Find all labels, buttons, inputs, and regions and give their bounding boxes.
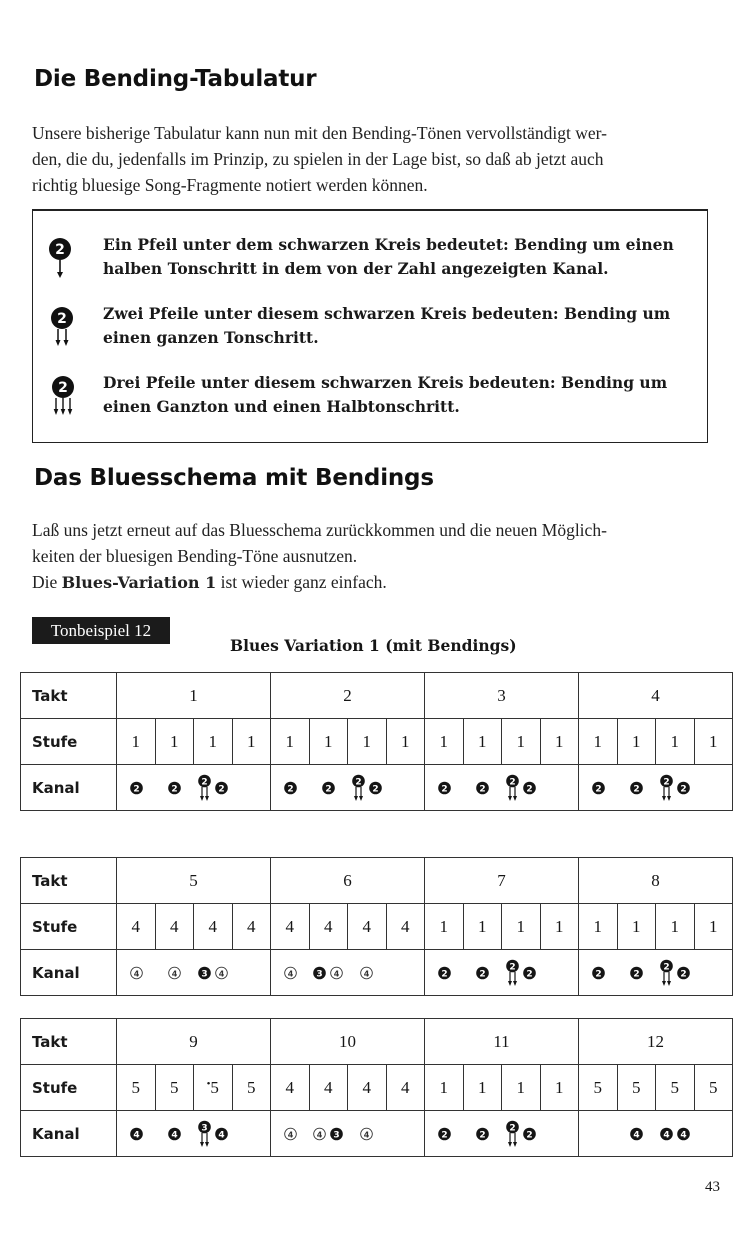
bend-step-and-half-icon: [49, 375, 77, 419]
legend-number: 2: [57, 311, 67, 327]
hole-number: 3: [333, 1130, 340, 1141]
channel-cell: [425, 765, 464, 811]
hole-number: 2: [663, 777, 670, 787]
channel-cell: [694, 765, 733, 811]
channel-cell: [155, 1111, 194, 1157]
hole-number: 3: [316, 969, 323, 980]
measure-number: 8: [579, 858, 733, 904]
channel-cell: [348, 950, 387, 996]
legend-line: einen ganzen Tonschritt.: [103, 328, 319, 347]
hole-filled-circle-icon: [629, 780, 644, 796]
channel-cell: [309, 765, 348, 811]
hole-open-circle-icon: [283, 965, 298, 981]
hole-number: 2: [633, 784, 640, 795]
hole-number: 2: [594, 784, 602, 795]
hole-filled-circle-icon: [591, 780, 606, 796]
degree-cell: •5: [194, 1065, 233, 1111]
section2-line: Laß uns jetzt erneut auf das Bluesschema zurückkommen und die neuen Möglich-: [32, 520, 607, 540]
channel-cell: [502, 950, 541, 996]
degree-cell: 4: [386, 904, 425, 950]
row-label: Stufe: [21, 719, 117, 765]
hole-filled-circle-icon: [368, 780, 383, 796]
measure-number: 11: [425, 1019, 579, 1065]
section2-paragraph: [32, 517, 742, 596]
channel-cell: [232, 1111, 271, 1157]
degree-cell: 5: [656, 1065, 695, 1111]
takt-row: [21, 1019, 733, 1065]
channel-cell: [271, 765, 310, 811]
hole-number: 2: [663, 962, 670, 972]
measure-number: 3: [425, 673, 579, 719]
degree-cell: 4: [348, 1065, 387, 1111]
section2-line-variation: [32, 569, 742, 596]
variation-name: Blues-Variation 1: [61, 573, 217, 592]
hole-filled-circle-icon: [522, 965, 537, 981]
degree-cell: 5: [694, 1065, 733, 1111]
tab-table: [20, 857, 733, 996]
channel-cell: [656, 765, 695, 811]
channel-cell: [540, 950, 579, 996]
degree-cell: 1: [463, 719, 502, 765]
hole-bend-icon: [659, 958, 674, 988]
hole-open-circle-icon: [129, 965, 144, 981]
degree-cell: 4: [348, 904, 387, 950]
hole-number: 2: [509, 777, 516, 787]
measure-number: 10: [271, 1019, 425, 1065]
bend-half-step-icon: [47, 237, 73, 281]
channel-cell: [425, 950, 464, 996]
hole-number: 2: [479, 784, 486, 795]
channel-cell: [271, 1111, 310, 1157]
hole-number: 4: [218, 1130, 225, 1140]
hole-number: 2: [132, 784, 140, 795]
hole-filled-circle-icon: [321, 780, 336, 796]
legend-text: [103, 302, 703, 350]
degree-cell: 1: [579, 904, 618, 950]
degree-cell: 1: [656, 904, 695, 950]
degree-cell: 1: [463, 904, 502, 950]
channel-cell: [155, 765, 194, 811]
takt-row: [21, 858, 733, 904]
degree-cell: 5: [579, 1065, 618, 1111]
hole-number: 2: [509, 962, 516, 972]
accent-dot: •: [206, 1077, 211, 1090]
degree-cell: 1: [694, 904, 733, 950]
degree-cell: 4: [117, 904, 156, 950]
hole-filled-circle-icon: [167, 1126, 182, 1142]
hole-number: 4: [171, 1130, 178, 1141]
degree-cell: 5: [232, 1065, 271, 1111]
measure-number: 1: [117, 673, 271, 719]
hole-number: 3: [201, 1123, 208, 1133]
hole-number: 3: [201, 969, 208, 980]
hole-number: 2: [680, 784, 687, 794]
hole-filled-circle-icon: [167, 780, 182, 796]
hole-filled-circle-icon: [214, 1126, 229, 1142]
intro-line: Unsere bisherige Tabulatur kann nun mit den Bending-Tönen vervollständigt wer-: [32, 123, 607, 143]
hole-open-circle-icon: [359, 1126, 374, 1142]
degree-cell: 1: [617, 904, 656, 950]
channel-cell: [656, 1111, 695, 1157]
measure-number: 6: [271, 858, 425, 904]
legend-number: 2: [55, 242, 65, 258]
hole-bend-icon: [505, 958, 520, 988]
table-caption: Blues Variation 1 (mit Bendings): [230, 636, 517, 655]
hole-number: 2: [526, 969, 533, 979]
kanal-row: [21, 765, 733, 811]
hole-filled-circle-icon: [214, 780, 229, 796]
page-number: 43: [705, 1179, 720, 1195]
hole-filled-circle-icon: [676, 965, 691, 981]
degree-cell: 1: [502, 1065, 541, 1111]
channel-cell: [502, 1111, 541, 1157]
degree-cell: 1: [540, 904, 579, 950]
intro-line: den, die du, jedenfalls im Prinzip, zu spielen in der Lage bist, so daß ab jetzt auch: [32, 149, 604, 169]
channel-cell: [386, 950, 425, 996]
intro-paragraph: [32, 120, 732, 198]
hole-number: 4: [287, 1130, 293, 1140]
hole-filled-circle-icon: [659, 1126, 674, 1142]
hole-number: 2: [594, 969, 602, 980]
hole-number: 2: [171, 784, 178, 795]
hole-filled-circle-icon: [437, 780, 452, 796]
hole-number: 2: [526, 1130, 533, 1140]
row-label: Takt: [21, 1019, 117, 1065]
hole-number: 2: [440, 784, 448, 795]
measure-number: 12: [579, 1019, 733, 1065]
degree-cell: 1: [502, 719, 541, 765]
measure-number: 4: [579, 673, 733, 719]
kanal-row: [21, 950, 733, 996]
channel-cell: [617, 950, 656, 996]
channel-cell: [579, 950, 618, 996]
degree-cell: 1: [694, 719, 733, 765]
row-label: Stufe: [21, 904, 117, 950]
channel-cell: [309, 950, 348, 996]
hole-number: 2: [325, 784, 332, 795]
degree-cell: 1: [386, 719, 425, 765]
hole-filled-circle-icon: [629, 1126, 644, 1142]
hole-number: 2: [201, 777, 208, 787]
hole-number: 2: [286, 784, 294, 795]
stufe-row: [21, 1065, 733, 1111]
channel-cell: [232, 950, 271, 996]
channel-cell: [194, 765, 233, 811]
measure-number: 7: [425, 858, 579, 904]
degree-cell: 5: [155, 1065, 194, 1111]
degree-cell: 1: [656, 719, 695, 765]
degree-cell: 1: [425, 904, 464, 950]
legend-line: Drei Pfeile unter diesem schwarzen Kreis bedeuten: Bending um: [103, 373, 668, 392]
degree-cell: 4: [271, 904, 310, 950]
hole-number: 2: [526, 784, 533, 794]
legend-line: einen Ganzton und einen Halbtonschritt.: [103, 397, 460, 416]
hole-bend-icon: [659, 773, 674, 803]
hole-bend-icon: [505, 1119, 520, 1149]
hole-number: 2: [509, 1123, 516, 1133]
degree-cell: 5: [617, 1065, 656, 1111]
hole-bend-icon: [197, 1119, 212, 1149]
hole-number: 2: [680, 969, 687, 979]
measure-number: 5: [117, 858, 271, 904]
degree-cell: 1: [117, 719, 156, 765]
hole-filled-circle-icon: [129, 1126, 144, 1142]
channel-cell: [117, 1111, 156, 1157]
channel-cell: [232, 765, 271, 811]
degree-cell: 1: [617, 719, 656, 765]
channel-cell: [617, 765, 656, 811]
hole-filled-circle-icon: [437, 965, 452, 981]
legend-row-one-arrow: [33, 233, 709, 291]
hole-bend-icon: [351, 773, 366, 803]
hole-filled-circle-icon: [312, 965, 327, 981]
hole-number: 4: [133, 969, 139, 979]
degree-cell: 4: [271, 1065, 310, 1111]
channel-cell: [502, 765, 541, 811]
hole-open-circle-icon: [283, 1126, 298, 1142]
legend-line: halben Tonschritt in dem von der Zahl angezeigten Kanal.: [103, 259, 609, 278]
hole-filled-circle-icon: [676, 780, 691, 796]
degree-cell: 4: [386, 1065, 425, 1111]
stufe-row: [21, 904, 733, 950]
degree-cell: 1: [155, 719, 194, 765]
channel-cell: [579, 1111, 618, 1157]
hole-filled-circle-icon: [522, 1126, 537, 1142]
row-label: Kanal: [21, 1111, 117, 1157]
channel-cell: [540, 765, 579, 811]
channel-cell: [463, 950, 502, 996]
degree-cell: 1: [194, 719, 233, 765]
degree-cell: 1: [348, 719, 387, 765]
hole-number: 2: [355, 777, 362, 787]
legend-line: Zwei Pfeile unter diesem schwarzen Kreis bedeuten: Bending um: [103, 304, 671, 323]
hole-number: 4: [171, 969, 178, 979]
hole-filled-circle-icon: [676, 1126, 691, 1142]
hole-filled-circle-icon: [329, 1126, 344, 1142]
hole-number: 2: [479, 969, 486, 980]
channel-cell: [540, 1111, 579, 1157]
degree-cell: 1: [540, 1065, 579, 1111]
channel-cell: [348, 1111, 387, 1157]
legend-line: Ein Pfeil unter dem schwarzen Kreis bedeutet: Bending um einen: [103, 235, 674, 254]
channel-cell: [463, 765, 502, 811]
row-label: Stufe: [21, 1065, 117, 1111]
hole-number: 2: [440, 969, 448, 980]
channel-cell: [117, 950, 156, 996]
hole-filled-circle-icon: [522, 780, 537, 796]
hole-number: 4: [363, 969, 370, 979]
degree-cell: 4: [194, 904, 233, 950]
legend-number: 2: [58, 380, 68, 396]
hole-number: 4: [316, 1130, 323, 1140]
legend-text: [103, 233, 703, 281]
hole-number: 2: [633, 969, 640, 980]
degree-cell: 1: [579, 719, 618, 765]
channel-cell: [617, 1111, 656, 1157]
channel-cell: [694, 1111, 733, 1157]
hole-filled-circle-icon: [475, 780, 490, 796]
row-label: Takt: [21, 673, 117, 719]
degree-cell: 4: [309, 1065, 348, 1111]
hole-number: 4: [287, 969, 293, 979]
hole-filled-circle-icon: [129, 780, 144, 796]
degree-cell: 1: [425, 1065, 464, 1111]
hole-number: 2: [372, 784, 379, 794]
degree-cell: 1: [271, 719, 310, 765]
tab-table: [20, 672, 733, 811]
hole-number: 2: [440, 1130, 448, 1141]
tab-table: [20, 1018, 733, 1157]
hole-filled-circle-icon: [475, 965, 490, 981]
hole-bend-icon: [197, 773, 212, 803]
hole-open-circle-icon: [167, 965, 182, 981]
channel-cell: [271, 950, 310, 996]
channel-cell: [194, 950, 233, 996]
tonbeispiel-badge: Tonbeispiel 12: [32, 617, 170, 644]
text-post: ist wieder ganz einfach.: [216, 572, 387, 592]
degree-cell: 4: [232, 904, 271, 950]
hole-open-circle-icon: [329, 965, 344, 981]
text-pre: Die: [32, 572, 62, 592]
channel-cell: [117, 765, 156, 811]
channel-cell: [579, 765, 618, 811]
row-label: Takt: [21, 858, 117, 904]
measure-number: 9: [117, 1019, 271, 1065]
legend-box: [32, 209, 708, 443]
section-heading-bending-tab: Die Bending-Tabulatur: [34, 66, 317, 92]
hole-bend-icon: [505, 773, 520, 803]
degree-cell: 5: [117, 1065, 156, 1111]
hole-number: 4: [680, 1130, 687, 1141]
hole-open-circle-icon: [359, 965, 374, 981]
hole-number: 2: [479, 1130, 486, 1141]
hole-number: 4: [363, 1130, 370, 1140]
channel-cell: [155, 950, 194, 996]
degree-cell: 1: [502, 904, 541, 950]
row-label: Kanal: [21, 950, 117, 996]
legend-row-three-arrows: [33, 371, 709, 429]
channel-cell: [386, 765, 425, 811]
degree-cell: 4: [309, 904, 348, 950]
legend-text: [103, 371, 703, 419]
hole-number: 4: [132, 1130, 140, 1141]
channel-cell: [348, 765, 387, 811]
channel-cell: [656, 950, 695, 996]
hole-number: 2: [218, 784, 225, 794]
channel-cell: [463, 1111, 502, 1157]
hole-filled-circle-icon: [437, 1126, 452, 1142]
degree-cell: 4: [155, 904, 194, 950]
section-heading-bluesschema: Das Bluesschema mit Bendings: [34, 465, 434, 491]
degree-cell: 1: [425, 719, 464, 765]
degree-cell: 1: [540, 719, 579, 765]
channel-cell: [386, 1111, 425, 1157]
hole-open-circle-icon: [312, 1126, 327, 1142]
hole-open-circle-icon: [214, 965, 229, 981]
legend-row-two-arrows: [33, 302, 709, 360]
degree-cell: 1: [463, 1065, 502, 1111]
hole-filled-circle-icon: [629, 965, 644, 981]
row-label: Kanal: [21, 765, 117, 811]
channel-cell: [309, 1111, 348, 1157]
hole-number: 4: [663, 1130, 670, 1141]
hole-filled-circle-icon: [475, 1126, 490, 1142]
section2-line: keiten der bluesigen Bending-Töne ausnutzen.: [32, 546, 358, 566]
intro-line: richtig bluesige Song-Fragmente notiert werden können.: [32, 175, 428, 195]
hole-filled-circle-icon: [197, 965, 212, 981]
hole-number: 4: [218, 969, 225, 979]
hole-number: 4: [633, 1130, 640, 1141]
takt-row: [21, 673, 733, 719]
bend-whole-step-icon: [49, 306, 75, 350]
channel-cell: [194, 1111, 233, 1157]
channel-cell: [694, 950, 733, 996]
degree-cell: 1: [309, 719, 348, 765]
hole-number: 4: [333, 969, 340, 979]
degree-cell: 1: [232, 719, 271, 765]
hole-filled-circle-icon: [591, 965, 606, 981]
channel-cell: [425, 1111, 464, 1157]
hole-filled-circle-icon: [283, 780, 298, 796]
stufe-row: [21, 719, 733, 765]
kanal-row: [21, 1111, 733, 1157]
measure-number: 2: [271, 673, 425, 719]
